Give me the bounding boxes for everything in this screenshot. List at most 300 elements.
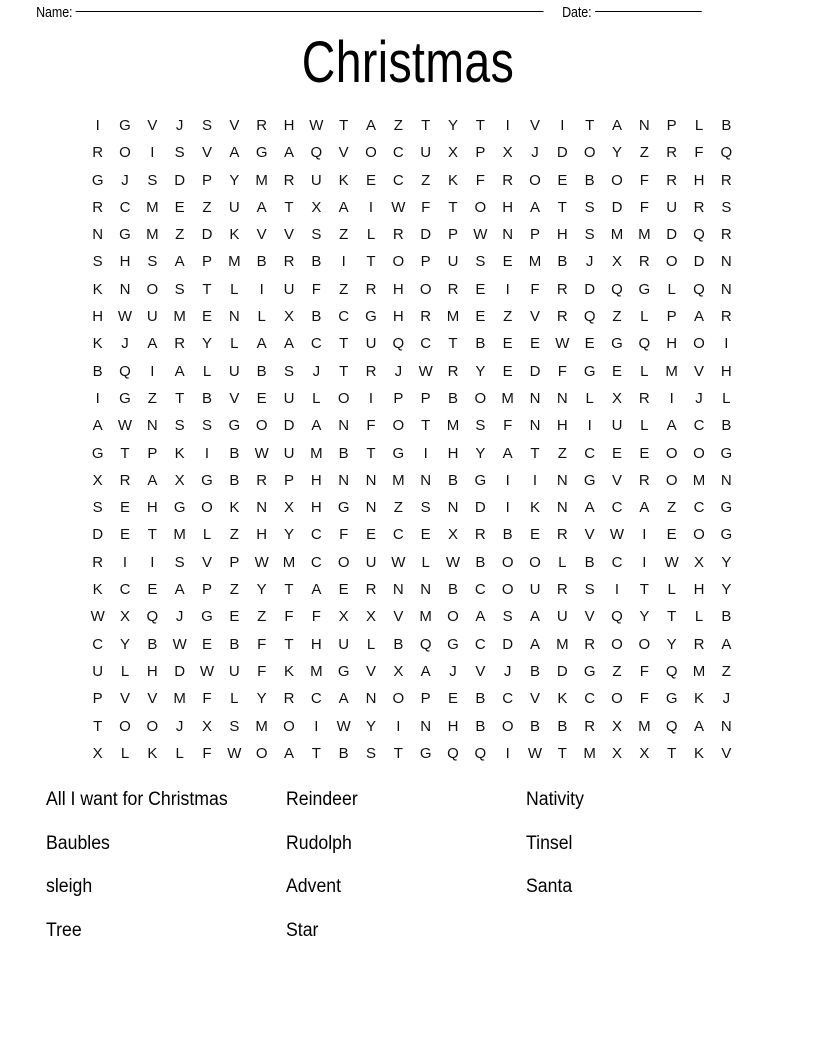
grid-letter[interactable]: H (720, 362, 732, 380)
word-list-item[interactable]: Reindeer (286, 789, 358, 810)
grid-letter[interactable]: G (419, 744, 432, 762)
grid-letter[interactable]: T (311, 744, 321, 762)
grid-letter[interactable]: U (228, 662, 240, 680)
grid-letter[interactable]: E (229, 608, 240, 626)
grid-letter[interactable]: H (392, 308, 404, 326)
grid-letter[interactable]: I (122, 553, 128, 571)
grid-letter[interactable]: F (202, 690, 212, 708)
grid-letter[interactable]: Q (665, 662, 678, 680)
grid-letter[interactable]: P (229, 553, 240, 571)
grid-letter[interactable]: S (420, 499, 431, 517)
grid-letter[interactable]: X (92, 744, 103, 762)
grid-letter[interactable]: X (283, 308, 294, 326)
grid-letter[interactable]: R (365, 280, 377, 298)
grid-letter[interactable]: G (173, 499, 186, 517)
grid-letter[interactable]: M (446, 308, 460, 326)
grid-letter[interactable]: B (256, 362, 267, 380)
grid-letter[interactable]: W (254, 444, 269, 462)
grid-letter[interactable]: R (119, 471, 131, 489)
grid-letter[interactable]: F (202, 744, 212, 762)
grid-letter[interactable]: K (529, 499, 540, 517)
grid-letter[interactable]: P (147, 444, 158, 462)
grid-letter[interactable]: C (474, 635, 486, 653)
grid-letter[interactable]: G (119, 226, 131, 244)
grid-letter[interactable]: Y (365, 717, 376, 735)
grid-letter[interactable]: X (611, 744, 622, 762)
grid-letter[interactable]: D (174, 662, 186, 680)
grid-letter[interactable]: N (392, 581, 404, 599)
grid-letter[interactable]: B (338, 744, 349, 762)
grid-letter[interactable]: F (639, 198, 649, 216)
grid-letter[interactable]: E (639, 444, 650, 462)
grid-letter[interactable]: A (174, 581, 185, 599)
grid-letter[interactable]: M (146, 198, 159, 216)
grid-letter[interactable]: C (92, 635, 104, 653)
grid-letter[interactable]: T (530, 444, 540, 462)
grid-letter[interactable]: M (556, 635, 569, 653)
grid-letter[interactable]: D (556, 662, 568, 680)
grid-letter[interactable]: O (255, 744, 268, 762)
grid-letter[interactable]: Y (721, 581, 732, 599)
grid-letter[interactable]: M (501, 389, 514, 407)
grid-letter[interactable]: S (311, 226, 322, 244)
grid-letter[interactable]: R (392, 226, 404, 244)
grid-letter[interactable]: E (502, 335, 513, 353)
grid-letter[interactable]: C (392, 144, 404, 162)
grid-letter[interactable]: L (640, 417, 649, 435)
grid-letter[interactable]: Q (665, 717, 678, 735)
grid-letter[interactable]: W (117, 308, 133, 326)
grid-letter[interactable]: G (720, 499, 733, 517)
grid-letter[interactable]: R (638, 471, 650, 489)
grid-letter[interactable]: B (92, 362, 103, 380)
grid-letter[interactable]: A (283, 144, 294, 162)
grid-letter[interactable]: E (256, 389, 267, 407)
grid-letter[interactable]: N (92, 226, 104, 244)
grid-letter[interactable]: Z (229, 581, 239, 599)
grid-letter[interactable]: H (693, 581, 705, 599)
grid-letter[interactable]: U (666, 198, 678, 216)
grid-letter[interactable]: Z (229, 526, 239, 544)
grid-letter[interactable]: M (228, 253, 241, 271)
grid-letter[interactable]: B (557, 717, 568, 735)
grid-letter[interactable]: R (502, 171, 514, 189)
grid-letter[interactable]: C (392, 526, 404, 544)
grid-letter[interactable]: B (447, 581, 458, 599)
grid-letter[interactable]: R (92, 198, 104, 216)
grid-letter[interactable]: P (475, 144, 486, 162)
grid-letter[interactable]: F (557, 362, 567, 380)
grid-letter[interactable]: D (283, 417, 295, 435)
grid-letter[interactable]: A (338, 198, 349, 216)
grid-letter[interactable]: F (311, 280, 321, 298)
grid-letter[interactable]: S (502, 608, 513, 626)
grid-letter[interactable]: Y (201, 335, 212, 353)
grid-letter[interactable]: W (254, 553, 269, 571)
grid-letter[interactable]: T (448, 198, 458, 216)
grid-letter[interactable]: C (338, 308, 350, 326)
grid-letter[interactable]: V (721, 744, 732, 762)
grid-letter[interactable]: L (421, 553, 430, 571)
grid-letter[interactable]: R (556, 526, 568, 544)
grid-letter[interactable]: Q (447, 744, 459, 762)
grid-letter[interactable]: T (366, 444, 376, 462)
grid-letter[interactable]: M (446, 417, 460, 435)
grid-letter[interactable]: Q (419, 635, 432, 653)
grid-letter[interactable]: J (175, 608, 184, 626)
grid-letter[interactable]: I (423, 444, 428, 462)
grid-letter[interactable]: X (447, 526, 458, 544)
grid-letter[interactable]: F (421, 198, 431, 216)
grid-letter[interactable]: N (556, 389, 568, 407)
grid-letter[interactable]: U (556, 608, 568, 626)
grid-letter[interactable]: D (502, 635, 514, 653)
grid-letter[interactable]: A (147, 471, 158, 489)
grid-letter[interactable]: K (693, 744, 704, 762)
grid-letter[interactable]: W (90, 608, 105, 626)
grid-letter[interactable]: C (310, 690, 322, 708)
grid-letter[interactable]: I (150, 553, 155, 571)
grid-letter[interactable]: E (666, 526, 677, 544)
grid-letter[interactable]: O (255, 417, 268, 435)
grid-letter[interactable]: O (529, 171, 541, 189)
grid-letter[interactable]: X (92, 471, 103, 489)
grid-letter[interactable]: I (642, 553, 647, 571)
grid-letter[interactable]: K (283, 662, 294, 680)
grid-letter[interactable]: N (146, 417, 158, 435)
grid-letter[interactable]: X (447, 144, 458, 162)
grid-letter[interactable]: N (420, 581, 432, 599)
grid-letter[interactable]: O (529, 553, 541, 571)
grid-letter[interactable]: W (309, 117, 324, 134)
grid-letter[interactable]: S (584, 226, 595, 244)
grid-letter[interactable]: I (614, 581, 620, 599)
grid-letter[interactable]: O (693, 526, 705, 544)
grid-letter[interactable]: I (396, 717, 401, 735)
grid-letter[interactable]: Q (146, 608, 159, 626)
grid-letter[interactable]: T (667, 744, 677, 762)
grid-letter[interactable]: Y (256, 690, 267, 708)
grid-letter[interactable]: N (420, 471, 432, 489)
grid-letter[interactable]: C (310, 553, 322, 571)
grid-letter[interactable]: O (611, 171, 623, 189)
grid-letter[interactable]: O (419, 280, 432, 298)
grid-letter[interactable]: R (556, 581, 568, 599)
grid-letter[interactable]: V (229, 389, 240, 407)
grid-letter[interactable]: N (720, 253, 732, 271)
grid-letter[interactable]: B (721, 117, 732, 134)
grid-letter[interactable]: R (584, 717, 596, 735)
grid-letter[interactable]: B (529, 717, 540, 735)
grid-letter[interactable]: P (420, 253, 431, 271)
grid-letter[interactable]: H (502, 198, 514, 216)
grid-letter[interactable]: L (120, 744, 130, 762)
grid-letter[interactable]: R (720, 171, 732, 189)
grid-letter[interactable]: S (147, 253, 158, 271)
grid-letter[interactable]: P (393, 389, 404, 407)
grid-letter[interactable]: M (665, 362, 678, 380)
grid-letter[interactable]: P (529, 226, 540, 244)
grid-letter[interactable]: B (721, 608, 732, 626)
grid-letter[interactable]: O (665, 253, 678, 271)
grid-letter[interactable]: A (639, 499, 650, 517)
grid-letter[interactable]: L (558, 553, 567, 571)
grid-letter[interactable]: T (175, 389, 185, 407)
grid-letter[interactable]: J (585, 253, 594, 271)
grid-letter[interactable]: M (638, 226, 651, 244)
grid-letter[interactable]: O (392, 690, 405, 708)
grid-letter[interactable]: H (119, 253, 131, 271)
grid-letter[interactable]: L (230, 280, 239, 298)
grid-letter[interactable]: B (256, 253, 267, 271)
grid-letter[interactable]: R (638, 389, 650, 407)
grid-letter[interactable]: R (420, 308, 432, 326)
grid-letter[interactable]: H (666, 335, 678, 353)
grid-letter[interactable]: R (447, 280, 459, 298)
grid-letter[interactable]: J (312, 362, 321, 380)
grid-letter[interactable]: B (229, 635, 240, 653)
grid-letter[interactable]: Q (392, 335, 405, 353)
grid-letter[interactable]: L (667, 280, 676, 298)
grid-letter[interactable]: S (584, 198, 595, 216)
grid-letter[interactable]: Y (283, 526, 294, 544)
grid-letter[interactable]: N (556, 471, 568, 489)
grid-letter[interactable]: X (119, 608, 130, 626)
grid-letter[interactable]: N (119, 280, 131, 298)
grid-letter[interactable]: Q (693, 226, 705, 244)
grid-letter[interactable]: J (695, 389, 703, 407)
grid-letter[interactable]: N (529, 389, 541, 407)
grid-letter[interactable]: Z (393, 117, 403, 134)
grid-letter[interactable]: O (365, 144, 377, 162)
grid-letter[interactable]: R (283, 171, 295, 189)
grid-letter[interactable]: O (665, 471, 678, 489)
grid-letter[interactable]: A (475, 608, 486, 626)
grid-letter[interactable]: E (502, 362, 513, 380)
grid-letter[interactable]: R (556, 308, 568, 326)
grid-letter[interactable]: V (611, 471, 622, 489)
grid-letter[interactable]: X (338, 608, 349, 626)
grid-letter[interactable]: Q (693, 280, 705, 298)
grid-letter[interactable]: M (310, 444, 323, 462)
grid-letter[interactable]: N (720, 471, 732, 489)
grid-letter[interactable]: T (448, 335, 458, 353)
grid-letter[interactable]: T (284, 635, 294, 653)
word-list-item[interactable]: Star (286, 919, 319, 941)
grid-letter[interactable]: E (611, 444, 622, 462)
grid-letter[interactable]: Z (721, 662, 731, 680)
grid-letter[interactable]: B (475, 335, 486, 353)
grid-letter[interactable]: S (475, 253, 486, 271)
grid-letter[interactable]: E (119, 499, 130, 517)
grid-letter[interactable]: D (666, 226, 678, 244)
grid-letter[interactable]: B (475, 553, 486, 571)
grid-letter[interactable]: A (283, 744, 294, 762)
grid-letter[interactable]: R (693, 635, 705, 653)
grid-letter[interactable]: U (146, 308, 158, 326)
grid-letter[interactable]: F (694, 144, 704, 162)
grid-letter[interactable]: M (255, 171, 268, 189)
grid-letter[interactable]: T (585, 117, 595, 134)
grid-letter[interactable]: P (420, 389, 431, 407)
grid-letter[interactable]: U (447, 253, 459, 271)
grid-letter[interactable]: H (392, 280, 404, 298)
grid-letter[interactable]: R (720, 226, 732, 244)
word-list-item[interactable]: Nativity (526, 789, 584, 810)
grid-letter[interactable]: L (667, 581, 676, 599)
grid-letter[interactable]: R (638, 253, 650, 271)
grid-letter[interactable]: R (174, 335, 186, 353)
grid-letter[interactable]: V (147, 117, 158, 134)
grid-letter[interactable]: E (447, 690, 458, 708)
grid-letter[interactable]: W (609, 526, 625, 544)
grid-letter[interactable]: R (365, 581, 377, 599)
grid-letter[interactable]: Y (447, 117, 458, 134)
grid-letter[interactable]: I (341, 253, 346, 271)
grid-letter[interactable]: T (557, 744, 567, 762)
grid-letter[interactable]: I (587, 417, 592, 435)
grid-letter[interactable]: G (392, 444, 405, 462)
grid-letter[interactable]: L (366, 226, 376, 244)
grid-letter[interactable]: G (91, 171, 104, 189)
grid-letter[interactable]: S (229, 717, 240, 735)
grid-letter[interactable]: U (283, 280, 295, 298)
grid-letter[interactable]: O (611, 635, 623, 653)
grid-letter[interactable]: A (338, 690, 349, 708)
grid-letter[interactable]: I (368, 389, 374, 407)
grid-letter[interactable]: A (174, 253, 185, 271)
grid-letter[interactable]: T (93, 717, 103, 735)
grid-letter[interactable]: L (230, 690, 239, 708)
grid-letter[interactable]: P (201, 581, 212, 599)
grid-letter[interactable]: D (611, 198, 623, 216)
grid-letter[interactable]: A (283, 335, 294, 353)
grid-letter[interactable]: C (693, 417, 705, 435)
grid-letter[interactable]: F (503, 417, 513, 435)
grid-letter[interactable]: V (393, 608, 404, 626)
grid-letter[interactable]: F (257, 635, 267, 653)
word-list-item[interactable]: Santa (526, 876, 573, 897)
grid-letter[interactable]: I (560, 117, 565, 134)
grid-letter[interactable]: Q (583, 308, 596, 326)
grid-letter[interactable]: N (638, 117, 650, 134)
grid-letter[interactable]: O (447, 608, 459, 626)
grid-letter[interactable]: A (611, 117, 622, 134)
grid-letter[interactable]: G (665, 690, 678, 708)
grid-letter[interactable]: A (229, 144, 240, 162)
grid-letter[interactable]: Z (393, 499, 403, 517)
grid-letter[interactable]: A (584, 499, 595, 517)
grid-letter[interactable]: X (174, 471, 185, 489)
grid-letter[interactable]: L (312, 389, 321, 407)
grid-letter[interactable]: O (392, 253, 405, 271)
grid-letter[interactable]: Y (475, 362, 486, 380)
grid-letter[interactable]: A (420, 662, 431, 680)
grid-letter[interactable]: E (420, 526, 431, 544)
grid-letter[interactable]: D (201, 226, 213, 244)
grid-letter[interactable]: X (283, 499, 294, 517)
grid-letter[interactable]: P (666, 117, 677, 134)
grid-letter[interactable]: N (720, 280, 732, 298)
grid-letter[interactable]: A (147, 335, 158, 353)
grid-letter[interactable]: G (720, 444, 733, 462)
grid-letter[interactable]: A (174, 362, 185, 380)
grid-letter[interactable]: B (147, 635, 158, 653)
grid-letter[interactable]: T (284, 198, 294, 216)
grid-letter[interactable]: O (119, 717, 131, 735)
grid-letter[interactable]: D (584, 280, 596, 298)
grid-letter[interactable]: G (255, 144, 268, 162)
grid-letter[interactable]: A (666, 417, 677, 435)
grid-letter[interactable]: T (120, 444, 130, 462)
grid-letter[interactable]: G (611, 335, 623, 353)
grid-letter[interactable]: R (556, 280, 568, 298)
grid-letter[interactable]: O (146, 717, 159, 735)
grid-letter[interactable]: Z (667, 499, 677, 517)
grid-letter[interactable]: A (256, 198, 267, 216)
grid-letter[interactable]: A (311, 417, 322, 435)
grid-letter[interactable]: H (256, 526, 268, 544)
word-list-item[interactable]: All I want for Christmas (46, 789, 228, 810)
grid-letter[interactable]: G (583, 362, 596, 380)
grid-letter[interactable]: V (147, 690, 158, 708)
grid-letter[interactable]: N (365, 471, 377, 489)
grid-letter[interactable]: P (666, 308, 677, 326)
grid-letter[interactable]: R (693, 198, 705, 216)
grid-letter[interactable]: B (229, 471, 240, 489)
grid-letter[interactable]: T (393, 744, 403, 762)
word-list-item[interactable]: Tree (46, 919, 82, 941)
grid-letter[interactable]: O (283, 717, 295, 735)
grid-letter[interactable]: J (121, 171, 129, 189)
grid-letter[interactable]: Y (721, 553, 732, 571)
grid-letter[interactable]: V (283, 226, 294, 244)
grid-letter[interactable]: W (418, 362, 433, 380)
grid-letter[interactable]: R (584, 635, 596, 653)
grid-letter[interactable]: M (692, 662, 706, 680)
grid-letter[interactable]: Q (119, 362, 131, 380)
grid-letter[interactable]: B (584, 171, 595, 189)
grid-letter[interactable]: A (529, 635, 540, 653)
grid-letter[interactable]: V (529, 690, 540, 708)
grid-letter[interactable]: L (120, 662, 130, 680)
grid-letter[interactable]: H (556, 226, 568, 244)
grid-letter[interactable]: M (528, 253, 542, 271)
grid-letter[interactable]: S (92, 499, 103, 517)
grid-letter[interactable]: W (664, 553, 679, 571)
grid-letter[interactable]: G (583, 471, 596, 489)
grid-letter[interactable]: E (475, 308, 486, 326)
grid-letter[interactable]: W (473, 226, 488, 244)
grid-letter[interactable]: I (368, 198, 374, 216)
grid-letter[interactable]: B (311, 308, 322, 326)
grid-letter[interactable]: U (228, 198, 240, 216)
grid-letter[interactable]: T (421, 417, 431, 435)
grid-letter[interactable]: C (502, 690, 514, 708)
grid-letter[interactable]: W (391, 198, 406, 216)
grid-letter[interactable]: S (584, 581, 595, 599)
grid-letter[interactable]: T (639, 581, 649, 599)
grid-letter[interactable]: T (557, 198, 567, 216)
grid-letter[interactable]: U (92, 662, 104, 680)
grid-letter[interactable]: F (639, 690, 649, 708)
grid-letter[interactable]: P (283, 471, 294, 489)
grid-letter[interactable]: E (502, 253, 513, 271)
grid-letter[interactable]: V (529, 308, 540, 326)
grid-letter[interactable]: A (693, 308, 704, 326)
grid-letter[interactable]: O (146, 280, 159, 298)
grid-letter[interactable]: B (475, 717, 486, 735)
